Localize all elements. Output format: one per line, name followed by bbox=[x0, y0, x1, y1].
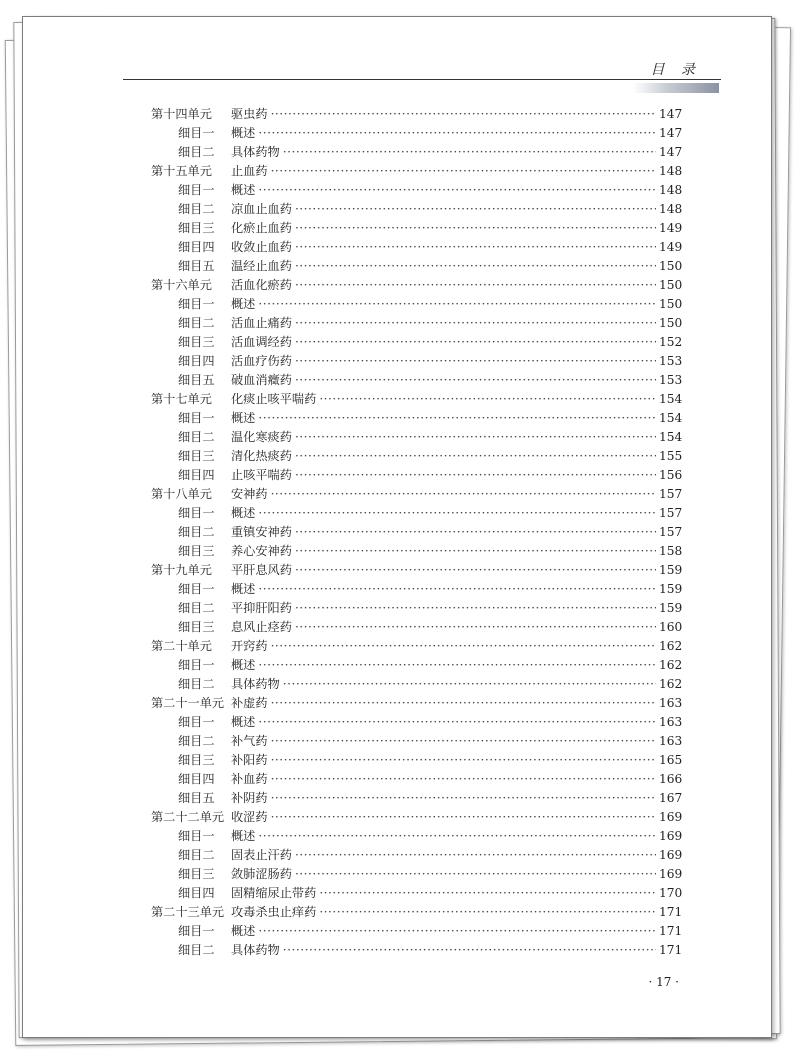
toc-leader-dots bbox=[271, 107, 656, 121]
toc-entry-number: 细目三 bbox=[178, 335, 215, 349]
toc-entry-title: 概述 bbox=[231, 506, 256, 520]
toc-entry-page: 154 bbox=[659, 430, 683, 444]
toc-entry-title: 收敛止血药 bbox=[231, 240, 292, 254]
toc-entry-number: 细目四 bbox=[178, 886, 215, 900]
toc-subitem-entry[interactable] bbox=[151, 314, 681, 333]
toc-entry-page: 150 bbox=[659, 297, 683, 311]
toc-entry-title: 破血消癥药 bbox=[231, 373, 292, 387]
toc-entry-number: 细目二 bbox=[178, 145, 215, 159]
toc-entry-page: 153 bbox=[659, 354, 683, 368]
toc-entry-page: 170 bbox=[659, 886, 683, 900]
toc-entry-number: 第二十三单元 bbox=[151, 905, 225, 919]
toc-leader-dots bbox=[258, 658, 656, 672]
toc-leader-dots bbox=[295, 240, 656, 254]
toc-leader-dots bbox=[258, 411, 656, 425]
toc-entry-number: 细目三 bbox=[178, 867, 215, 881]
toc-entry-page: 162 bbox=[659, 658, 683, 672]
toc-leader-dots bbox=[319, 886, 656, 900]
toc-leader-dots bbox=[271, 791, 656, 805]
toc-leader-dots bbox=[295, 525, 656, 539]
toc-leader-dots bbox=[295, 867, 656, 881]
toc-entry-page: 162 bbox=[659, 677, 683, 691]
toc-unit-entry[interactable] bbox=[151, 694, 681, 713]
toc-entry-title: 活血疗伤药 bbox=[231, 354, 292, 368]
toc-entry-title: 止咳平喘药 bbox=[231, 468, 292, 482]
toc-subitem-entry[interactable] bbox=[151, 428, 681, 447]
toc-leader-dots bbox=[283, 677, 656, 691]
toc-entry-number: 细目三 bbox=[178, 221, 215, 235]
toc-subitem-entry[interactable] bbox=[151, 447, 681, 466]
toc-entry-number: 细目二 bbox=[178, 943, 215, 957]
toc-entry-page: 165 bbox=[659, 753, 683, 767]
toc-entry-title: 驱虫药 bbox=[231, 107, 268, 121]
toc-entry-number: 细目三 bbox=[178, 544, 215, 558]
toc-entry-title: 化痰止咳平喘药 bbox=[231, 392, 317, 406]
toc-entry-title: 具体药物 bbox=[231, 145, 280, 159]
toc-unit-entry[interactable] bbox=[151, 561, 681, 580]
toc-subitem-entry[interactable] bbox=[151, 333, 681, 352]
toc-subitem-entry[interactable] bbox=[151, 675, 681, 694]
toc-entry-number: 细目一 bbox=[178, 183, 215, 197]
toc-unit-entry[interactable] bbox=[151, 637, 681, 656]
toc-leader-dots bbox=[295, 563, 656, 577]
toc-entry-number: 细目五 bbox=[178, 791, 215, 805]
toc-entry-title: 概述 bbox=[231, 924, 256, 938]
toc-entry-page: 154 bbox=[659, 392, 683, 406]
toc-entry-number: 细目一 bbox=[178, 582, 215, 596]
toc-leader-dots bbox=[258, 297, 656, 311]
toc-entry-page: 169 bbox=[659, 810, 683, 824]
toc-entry-title: 攻毒杀虫止痒药 bbox=[231, 905, 317, 919]
toc-entry-page: 148 bbox=[659, 164, 683, 178]
toc-entry-title: 概述 bbox=[231, 297, 256, 311]
page-number: · 17 · bbox=[648, 975, 679, 989]
toc-leader-dots bbox=[295, 221, 656, 235]
toc-entry-page: 169 bbox=[659, 848, 683, 862]
header-decoration-bar bbox=[633, 83, 719, 93]
toc-entry-number: 细目一 bbox=[178, 506, 215, 520]
toc-subitem-entry[interactable] bbox=[151, 865, 681, 884]
toc-leader-dots bbox=[295, 373, 656, 387]
toc-entry-number: 细目三 bbox=[178, 620, 215, 634]
toc-leader-dots bbox=[271, 487, 656, 501]
toc-entry-page: 150 bbox=[659, 259, 683, 273]
toc-entry-page: 149 bbox=[659, 221, 683, 235]
toc-subitem-entry[interactable] bbox=[151, 656, 681, 675]
toc-entry-page: 150 bbox=[659, 316, 683, 330]
toc-entry-title: 活血调经药 bbox=[231, 335, 292, 349]
toc-entry-title: 概述 bbox=[231, 411, 256, 425]
toc-subitem-entry[interactable] bbox=[151, 200, 681, 219]
toc-entry-page: 160 bbox=[659, 620, 683, 634]
toc-entry-page: 163 bbox=[659, 715, 683, 729]
toc-leader-dots bbox=[271, 753, 656, 767]
toc-entry-page: 157 bbox=[659, 525, 683, 539]
toc-entry-page: 147 bbox=[659, 107, 683, 121]
toc-entry-page: 153 bbox=[659, 373, 683, 387]
toc-entry-number: 第二十一单元 bbox=[151, 696, 225, 710]
toc-entry-title: 固表止汗药 bbox=[231, 848, 292, 862]
toc-leader-dots bbox=[271, 734, 656, 748]
toc-leader-dots bbox=[295, 468, 656, 482]
toc-entry-page: 166 bbox=[659, 772, 683, 786]
toc-entry-title: 凉血止血药 bbox=[231, 202, 292, 216]
toc-subitem-entry[interactable] bbox=[151, 713, 681, 732]
toc-leader-dots bbox=[271, 810, 656, 824]
toc-leader-dots bbox=[271, 164, 656, 178]
toc-entry-number: 第十四单元 bbox=[151, 107, 212, 121]
toc-subitem-entry[interactable] bbox=[151, 580, 681, 599]
toc-entry-page: 152 bbox=[659, 335, 683, 349]
toc-entry-title: 固精缩尿止带药 bbox=[231, 886, 317, 900]
toc-unit-entry[interactable] bbox=[151, 390, 681, 409]
toc-subitem-entry[interactable] bbox=[151, 732, 681, 751]
toc-subitem-entry[interactable] bbox=[151, 789, 681, 808]
toc-subitem-entry[interactable] bbox=[151, 523, 681, 542]
toc-leader-dots bbox=[319, 905, 656, 919]
toc-subitem-entry[interactable] bbox=[151, 542, 681, 561]
header-divider bbox=[123, 79, 721, 80]
toc-entry-page: 156 bbox=[659, 468, 683, 482]
toc-entry-page: 148 bbox=[659, 202, 683, 216]
toc-entry-title: 止血药 bbox=[231, 164, 268, 178]
toc-entry-page: 147 bbox=[659, 145, 683, 159]
toc-subitem-entry[interactable] bbox=[151, 941, 681, 960]
toc-leader-dots bbox=[258, 582, 656, 596]
toc-entry-title: 概述 bbox=[231, 715, 256, 729]
toc-entry-title: 平肝息风药 bbox=[231, 563, 292, 577]
toc-entry-number: 细目四 bbox=[178, 772, 215, 786]
toc-entry-number: 第二十单元 bbox=[151, 639, 212, 653]
toc-unit-entry[interactable] bbox=[151, 162, 681, 181]
toc-leader-dots bbox=[295, 335, 656, 349]
toc-subitem-entry[interactable] bbox=[151, 219, 681, 238]
toc-unit-entry[interactable] bbox=[151, 485, 681, 504]
toc-leader-dots bbox=[271, 772, 656, 786]
toc-leader-dots bbox=[258, 506, 656, 520]
toc-unit-entry[interactable] bbox=[151, 276, 681, 295]
toc-leader-dots bbox=[295, 354, 656, 368]
toc-entry-title: 平抑肝阳药 bbox=[231, 601, 292, 615]
toc-subitem-entry[interactable] bbox=[151, 352, 681, 371]
toc-entry-number: 细目三 bbox=[178, 449, 215, 463]
toc-subitem-entry[interactable] bbox=[151, 409, 681, 428]
toc-leader-dots bbox=[271, 696, 656, 710]
document-page bbox=[22, 16, 772, 1038]
toc-entry-number: 细目一 bbox=[178, 658, 215, 672]
toc-entry-title: 补阴药 bbox=[231, 791, 268, 805]
toc-entry-title: 补气药 bbox=[231, 734, 268, 748]
toc-entry-page: 167 bbox=[659, 791, 683, 805]
toc-entry-number: 细目二 bbox=[178, 677, 215, 691]
toc-entry-number: 细目二 bbox=[178, 430, 215, 444]
toc-leader-dots bbox=[295, 259, 656, 273]
toc-subitem-entry[interactable] bbox=[151, 922, 681, 941]
toc-entry-title: 概述 bbox=[231, 126, 256, 140]
toc-leader-dots bbox=[319, 392, 656, 406]
toc-entry-title: 补血药 bbox=[231, 772, 268, 786]
toc-entry-title: 安神药 bbox=[231, 487, 268, 501]
toc-entry-title: 补阳药 bbox=[231, 753, 268, 767]
toc-leader-dots bbox=[295, 430, 656, 444]
toc-entry-number: 细目五 bbox=[178, 373, 215, 387]
toc-entry-number: 细目二 bbox=[178, 202, 215, 216]
toc-entry-title: 敛肺涩肠药 bbox=[231, 867, 292, 881]
page-header-title: 目 录 bbox=[650, 62, 701, 78]
toc-entry-title: 重镇安神药 bbox=[231, 525, 292, 539]
toc-entry-number: 第十八单元 bbox=[151, 487, 212, 501]
toc-entry-title: 养心安神药 bbox=[231, 544, 292, 558]
toc-entry-page: 157 bbox=[659, 487, 683, 501]
toc-entry-number: 细目四 bbox=[178, 354, 215, 368]
toc-subitem-entry[interactable] bbox=[151, 257, 681, 276]
toc-entry-number: 细目二 bbox=[178, 601, 215, 615]
toc-entry-page: 155 bbox=[659, 449, 683, 463]
toc-entry-title: 温化寒痰药 bbox=[231, 430, 292, 444]
toc-subitem-entry[interactable] bbox=[151, 751, 681, 770]
toc-subitem-entry[interactable] bbox=[151, 238, 681, 257]
toc-entry-number: 细目一 bbox=[178, 297, 215, 311]
toc-entry-title: 具体药物 bbox=[231, 943, 280, 957]
toc-entry-title: 息风止痉药 bbox=[231, 620, 292, 634]
toc-entry-title: 概述 bbox=[231, 582, 256, 596]
toc-subitem-entry[interactable] bbox=[151, 504, 681, 523]
toc-entry-title: 化瘀止血药 bbox=[231, 221, 292, 235]
toc-entry-number: 细目二 bbox=[178, 316, 215, 330]
toc-leader-dots bbox=[295, 449, 656, 463]
toc-entry-page: 162 bbox=[659, 639, 683, 653]
toc-entry-title: 概述 bbox=[231, 829, 256, 843]
toc-unit-entry[interactable] bbox=[151, 903, 681, 922]
toc-subitem-entry[interactable] bbox=[151, 846, 681, 865]
toc-entry-number: 细目四 bbox=[178, 240, 215, 254]
toc-entry-title: 清化热痰药 bbox=[231, 449, 292, 463]
toc-entry-page: 163 bbox=[659, 696, 683, 710]
toc-entry-title: 补虚药 bbox=[231, 696, 268, 710]
toc-subitem-entry[interactable] bbox=[151, 295, 681, 314]
toc-entry-page: 163 bbox=[659, 734, 683, 748]
toc-entry-number: 细目五 bbox=[178, 259, 215, 273]
toc-subitem-entry[interactable] bbox=[151, 143, 681, 162]
toc-leader-dots bbox=[258, 126, 656, 140]
toc-entry-page: 159 bbox=[659, 582, 683, 596]
toc-leader-dots bbox=[283, 145, 656, 159]
toc-entry-number: 细目二 bbox=[178, 734, 215, 748]
toc-subitem-entry[interactable] bbox=[151, 181, 681, 200]
toc-leader-dots bbox=[258, 715, 656, 729]
toc-leader-dots bbox=[258, 924, 656, 938]
toc-entry-title: 概述 bbox=[231, 658, 256, 672]
toc-entry-number: 细目一 bbox=[178, 126, 215, 140]
toc-subitem-entry[interactable] bbox=[151, 618, 681, 637]
toc-entry-number: 细目一 bbox=[178, 411, 215, 425]
toc-entry-page: 154 bbox=[659, 411, 683, 425]
toc-entry-number: 第十七单元 bbox=[151, 392, 212, 406]
toc-entry-page: 169 bbox=[659, 867, 683, 881]
toc-subitem-entry[interactable] bbox=[151, 124, 681, 143]
toc-subitem-entry[interactable] bbox=[151, 884, 681, 903]
toc-entry-page: 159 bbox=[659, 563, 683, 577]
toc-entry-number: 细目二 bbox=[178, 848, 215, 862]
toc-leader-dots bbox=[295, 848, 656, 862]
toc-leader-dots bbox=[271, 639, 656, 653]
toc-entry-page: 159 bbox=[659, 601, 683, 615]
toc-entry-title: 温经止血药 bbox=[231, 259, 292, 273]
toc-entry-page: 148 bbox=[659, 183, 683, 197]
toc-unit-entry[interactable] bbox=[151, 808, 681, 827]
toc-entry-title: 活血止痛药 bbox=[231, 316, 292, 330]
toc-subitem-entry[interactable] bbox=[151, 599, 681, 618]
toc-leader-dots bbox=[295, 544, 656, 558]
toc-entry-page: 158 bbox=[659, 544, 683, 558]
toc-subitem-entry[interactable] bbox=[151, 466, 681, 485]
toc-entry-title: 概述 bbox=[231, 183, 256, 197]
toc-entry-number: 第十六单元 bbox=[151, 278, 212, 292]
toc-leader-dots bbox=[295, 601, 656, 615]
toc-subitem-entry[interactable] bbox=[151, 827, 681, 846]
toc-entry-page: 171 bbox=[659, 905, 683, 919]
toc-entry-page: 169 bbox=[659, 829, 683, 843]
table-of-contents bbox=[151, 105, 681, 960]
toc-entry-number: 细目一 bbox=[178, 829, 215, 843]
toc-leader-dots bbox=[295, 202, 656, 216]
toc-entry-page: 150 bbox=[659, 278, 683, 292]
toc-entry-page: 171 bbox=[659, 943, 683, 957]
toc-entry-number: 第二十二单元 bbox=[151, 810, 225, 824]
toc-leader-dots bbox=[295, 620, 656, 634]
toc-entry-number: 第十九单元 bbox=[151, 563, 212, 577]
toc-leader-dots bbox=[258, 829, 656, 843]
toc-entry-number: 细目四 bbox=[178, 468, 215, 482]
toc-subitem-entry[interactable] bbox=[151, 770, 681, 789]
toc-unit-entry[interactable] bbox=[151, 105, 681, 124]
toc-entry-title: 具体药物 bbox=[231, 677, 280, 691]
toc-entry-page: 147 bbox=[659, 126, 683, 140]
toc-entry-number: 细目三 bbox=[178, 753, 215, 767]
toc-entry-title: 收涩药 bbox=[231, 810, 268, 824]
toc-subitem-entry[interactable] bbox=[151, 371, 681, 390]
toc-leader-dots bbox=[295, 278, 656, 292]
toc-leader-dots bbox=[283, 943, 656, 957]
toc-entry-title: 活血化瘀药 bbox=[231, 278, 292, 292]
toc-leader-dots bbox=[295, 316, 656, 330]
toc-entry-page: 171 bbox=[659, 924, 683, 938]
toc-entry-number: 细目二 bbox=[178, 525, 215, 539]
toc-entry-number: 细目一 bbox=[178, 715, 215, 729]
toc-entry-page: 157 bbox=[659, 506, 683, 520]
toc-leader-dots bbox=[258, 183, 656, 197]
toc-entry-title: 开窍药 bbox=[231, 639, 268, 653]
toc-entry-page: 149 bbox=[659, 240, 683, 254]
toc-entry-number: 第十五单元 bbox=[151, 164, 212, 178]
toc-entry-number: 细目一 bbox=[178, 924, 215, 938]
